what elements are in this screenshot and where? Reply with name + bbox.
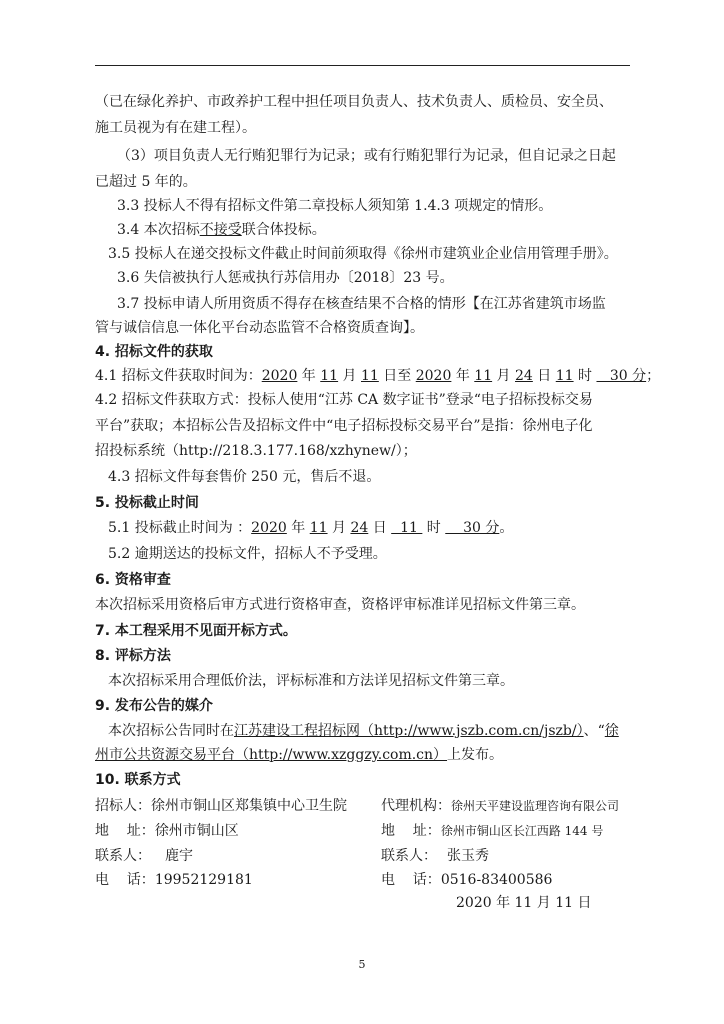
text-line: 5.2 逾期送达的投标文件，招标人不予受理。	[108, 546, 387, 562]
text-line: 管与诚信信息一体化平台动态监管不合格资质查询】。	[95, 320, 424, 336]
document-date: 2020 年 11 月 11 日	[456, 895, 592, 911]
contact-agent-person	[381, 846, 489, 866]
underlined-text: 24	[515, 368, 533, 384]
section-heading: 4. 招标文件的获取	[95, 344, 213, 360]
underlined-text: 11	[320, 368, 339, 384]
label: 联系人：	[381, 848, 437, 864]
underlined-text: 11	[474, 368, 493, 384]
section-heading: 9. 发布公告的媒介	[95, 698, 213, 714]
label: 招标人：	[95, 798, 151, 814]
text-line: 施工员视为有在建工程）。	[95, 120, 256, 136]
text-line: 3.6 失信被执行人惩戒执行苏信用办〔2018〕23 号。	[117, 270, 454, 286]
text-span: 时	[573, 368, 597, 384]
page-number: 5	[358, 958, 366, 971]
text-span: 日	[368, 520, 392, 536]
value: 徐州市铜山区长江西路 144 号	[440, 824, 604, 838]
text-span: 月	[492, 368, 516, 384]
text-span: 年	[286, 520, 310, 536]
text-span: 日至	[378, 368, 416, 384]
label: 地 址：	[381, 823, 441, 839]
contact-tenderer-phone	[95, 870, 253, 890]
text-line: 已超过 5 年的。	[95, 174, 197, 190]
text-span: 5.1 投标截止时间为 ：	[108, 520, 252, 536]
text-span: 本次招标公告同时在	[108, 723, 234, 739]
text-span: 月	[338, 368, 361, 384]
text-line: （3）项目负责人无行贿犯罪行为记录；或有行贿犯罪行为记录，但自记录之日起	[117, 148, 616, 164]
underlined-text: 江苏建设工程招标网（http://www.jszb.com.cn/jszb/）	[234, 723, 584, 739]
underlined-text: 徐	[604, 723, 619, 739]
contact-tenderer	[95, 796, 347, 816]
text-span: 4.1 招标文件获取时间为：	[95, 368, 262, 384]
text-span: 3.4 本次招标	[117, 222, 200, 238]
text-span: ；	[646, 368, 661, 384]
text-line	[95, 366, 660, 386]
text-span: 年	[297, 368, 321, 384]
underlined-text: 2020	[261, 368, 298, 384]
contact-tenderer-person	[95, 846, 193, 866]
underlined-text: 2020	[415, 368, 452, 384]
header-rule	[95, 65, 630, 66]
text-line: （已在绿化养护、市政养护工程中担任项目负责人、技术负责人、质检员、安全员、	[95, 94, 613, 110]
text-span: 月	[327, 520, 351, 536]
text-line	[117, 220, 326, 240]
section-heading: 5. 投标截止时间	[95, 495, 199, 511]
value: 徐州天平建设监理咨询有限公司	[451, 799, 620, 813]
text-span: 日	[532, 368, 556, 384]
value: 张玉秀	[447, 848, 489, 864]
underlined-text: 30 分	[445, 520, 500, 536]
value: 鹿宇	[165, 848, 193, 864]
underlined-text: 24	[350, 520, 369, 536]
contact-tenderer-address	[95, 821, 239, 841]
label: 代理机构：	[381, 798, 451, 814]
value: 徐州市铜山区郑集镇中心卫生院	[151, 798, 347, 814]
label: 地 址：	[95, 823, 155, 839]
text-line	[95, 745, 503, 765]
underlined-text: 州市公共资源交易平台（http://www.xzggzy.com.cn）	[95, 747, 448, 763]
text-line: 本次招标采用资格后审方式进行资格审查，资格评审标准详见招标文件第三章。	[95, 597, 585, 613]
section-heading: 8. 评标方法	[95, 648, 171, 664]
text-span: 年	[451, 368, 475, 384]
underlined-text: 30 分	[596, 368, 647, 384]
underlined-text: 11	[555, 368, 574, 384]
text-line: 3.7 投标申请人所用资质不得存在核查结果不合格的情形【在江苏省建筑市场监	[117, 296, 606, 312]
section-heading: 6. 资格审查	[95, 572, 171, 588]
underlined-text: 11	[309, 520, 328, 536]
text-line	[108, 721, 619, 741]
text-line: 3.3 投标人不得有招标文件第二章投标人须知第 1.4.3 项规定的情形。	[117, 198, 553, 214]
contact-agent-address	[381, 821, 603, 841]
text-span: 。	[499, 520, 514, 536]
text-span: 时	[422, 520, 446, 536]
contact-agent-phone	[381, 870, 552, 890]
contact-agent	[381, 796, 619, 816]
text-line: 4.3 招标文件每套售价 250 元，售后不退。	[108, 469, 381, 485]
text-line: 平台”获取；本招标公告及招标文件中“电子招标投标交易平台”是指：徐州电子化	[95, 418, 593, 434]
value: 徐州市铜山区	[154, 823, 239, 839]
section-heading: 7. 本工程采用不见面开标方式。	[95, 623, 297, 639]
underlined-text: 不接受	[199, 222, 242, 238]
value: 0516-83400586	[440, 872, 553, 888]
underlined-text: 2020	[251, 520, 287, 536]
text-line	[108, 518, 513, 538]
value: 19952129181	[154, 872, 253, 888]
text-span: 、“	[583, 723, 605, 739]
label: 联系人：	[95, 848, 151, 864]
text-line: 4.2 招标文件获取方式：投标人使用“江苏 CA 数字证书”登录“电子招标投标交易	[95, 392, 593, 408]
underlined-text: 11	[361, 368, 379, 384]
section-heading: 10. 联系方式	[95, 772, 181, 788]
underlined-text: 11	[391, 520, 423, 536]
text-span: 联合体投标。	[241, 222, 326, 238]
text-line: 本次招标采用合理低价法，评标标准和方法详见招标文件第三章。	[108, 673, 514, 689]
label: 电 话：	[95, 872, 155, 888]
text-span: 上发布。	[447, 747, 504, 763]
label: 电 话：	[381, 872, 441, 888]
text-line: 招投标系统（http://218.3.177.168/xzhynew/）；	[95, 443, 417, 459]
text-line: 3.5 投标人在递交投标文件截止时间前须取得《徐州市建筑业企业信用管理手册》。	[108, 246, 618, 262]
